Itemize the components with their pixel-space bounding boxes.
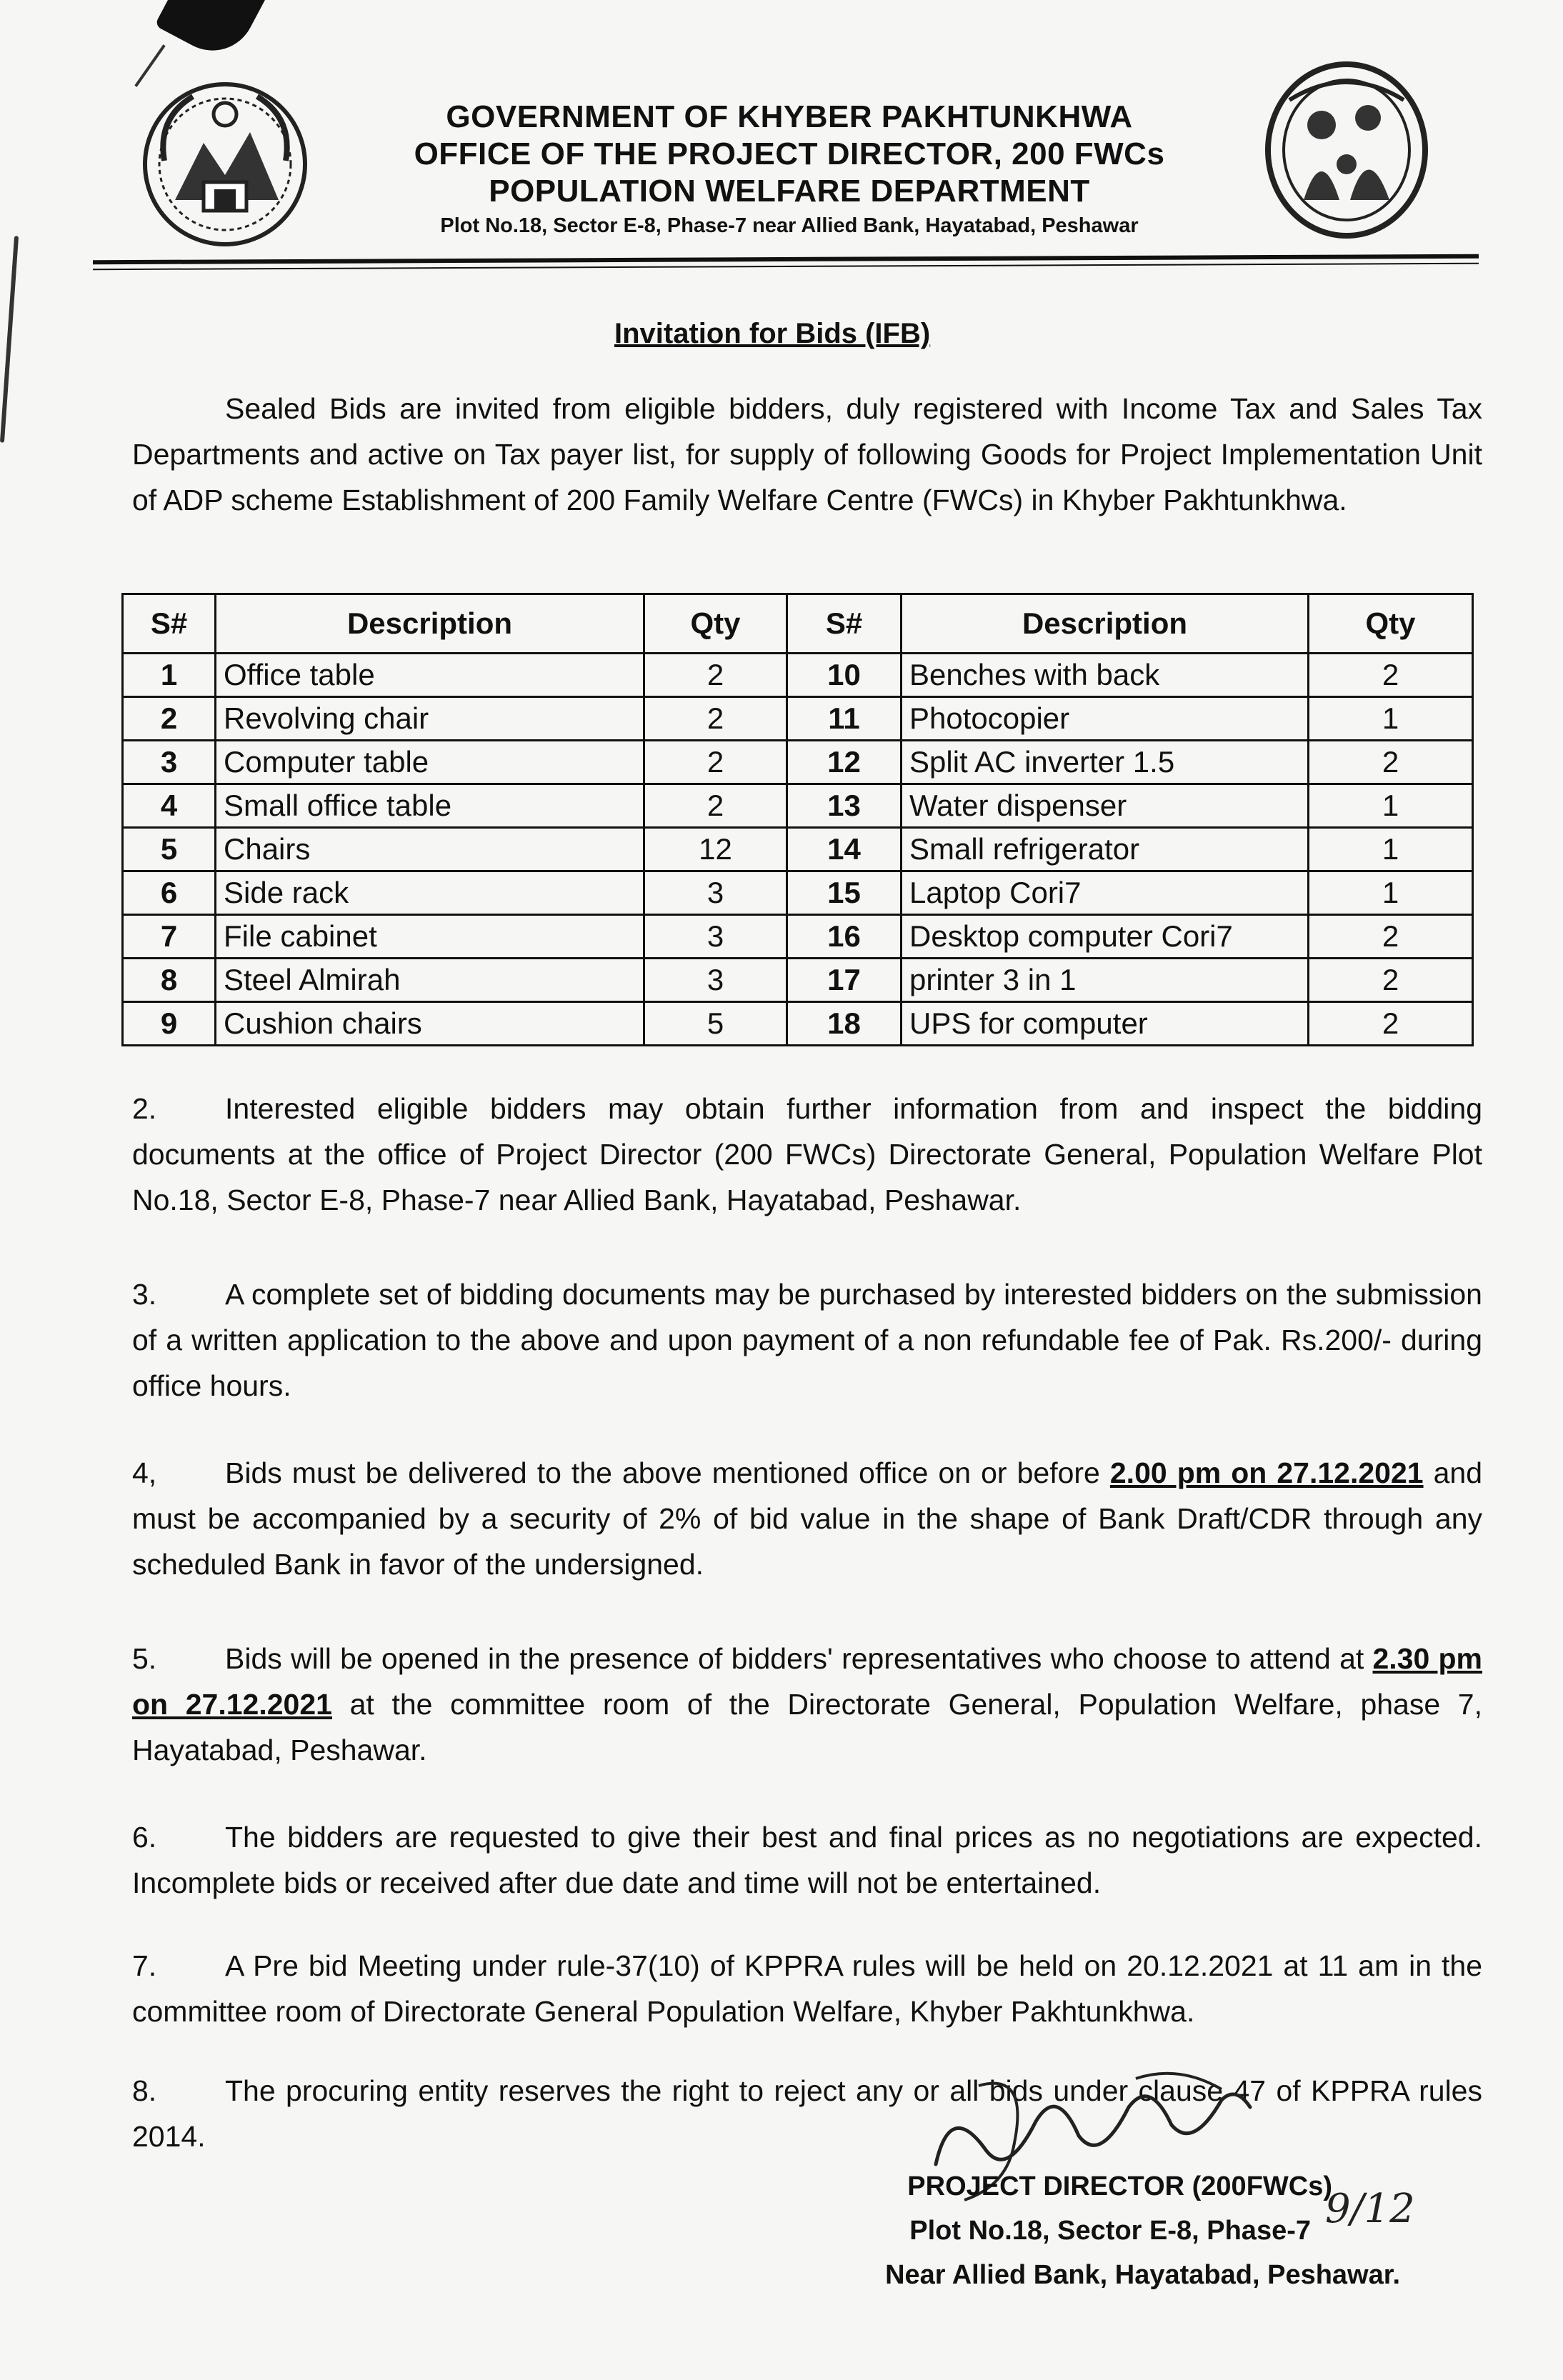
handwritten-date: 9/12 xyxy=(1325,2186,1415,2232)
serial-cell: 6 xyxy=(123,871,216,915)
population-welfare-logo-icon xyxy=(1261,57,1432,243)
serial-cell: 5 xyxy=(123,828,216,871)
kp-government-seal-icon xyxy=(136,75,314,254)
qty-cell: 1 xyxy=(1309,828,1473,871)
column-header: Description xyxy=(216,594,644,654)
serial-cell: 1 xyxy=(123,654,216,697)
serial-cell: 9 xyxy=(123,1002,216,1046)
opening-time: 2.30 pm on 27.12.2021 xyxy=(132,1642,1482,1721)
qty-cell: 2 xyxy=(1309,654,1473,697)
serial-cell: 10 xyxy=(787,654,902,697)
serial-cell: 17 xyxy=(787,959,902,1002)
table-row xyxy=(123,1002,1473,1046)
description-cell: File cabinet xyxy=(216,915,644,959)
description-cell: Benches with back xyxy=(902,654,1309,697)
column-header: S# xyxy=(787,594,902,654)
paragraph-number: 4, xyxy=(132,1456,157,1489)
qty-cell: 2 xyxy=(1309,1002,1473,1046)
paragraph-7 xyxy=(132,1943,1482,2034)
qty-cell: 1 xyxy=(1309,784,1473,828)
description-cell: Steel Almirah xyxy=(216,959,644,1002)
qty-cell: 3 xyxy=(644,915,787,959)
document-title: Invitation for Bids (IFB) xyxy=(614,318,931,349)
description-cell: Desktop computer Cori7 xyxy=(902,915,1309,959)
table-header-row xyxy=(123,594,1473,654)
qty-cell: 2 xyxy=(644,784,787,828)
serial-cell: 16 xyxy=(787,915,902,959)
paragraph-text: A complete set of bidding documents may be purchased by interested bidders on the submission of a written application to the above and upon payment of a non refundable fee of Pak. Rs.200/- during office hours. xyxy=(132,1278,1482,1402)
qty-cell: 3 xyxy=(644,959,787,1002)
table-row xyxy=(123,741,1473,784)
table-row xyxy=(123,959,1473,1002)
qty-cell: 12 xyxy=(644,828,787,871)
description-cell: Office table xyxy=(216,654,644,697)
description-cell: printer 3 in 1 xyxy=(902,959,1309,1002)
paragraph-number: 5. xyxy=(132,1642,157,1675)
submission-deadline: 2.00 pm on 27.12.2021 xyxy=(1109,1456,1424,1489)
scan-edge-artifact xyxy=(0,236,19,443)
signatory-title: PROJECT DIRECTOR (200FWCs) xyxy=(907,2171,1332,2201)
column-header: S# xyxy=(123,594,216,654)
qty-cell: 1 xyxy=(1309,871,1473,915)
qty-cell: 1 xyxy=(1309,697,1473,741)
paragraph-text: The bidders are requested to give their best and final prices as no negotiations are expected. Incomplete bids or received after due date and time will not be entertained. xyxy=(132,1821,1482,1899)
column-header: Qty xyxy=(1309,594,1473,654)
qty-cell: 2 xyxy=(1309,915,1473,959)
header-office: OFFICE OF THE PROJECT DIRECTOR, 200 FWCs xyxy=(414,136,1165,171)
paragraph-number: 7. xyxy=(132,1949,157,1982)
paragraph-number: 6. xyxy=(132,1821,157,1854)
qty-cell: 2 xyxy=(644,654,787,697)
description-cell: Water dispenser xyxy=(902,784,1309,828)
intro-paragraph: Sealed Bids are invited from eligible bidders, duly registered with Income Tax and Sales Tax Departments and active on Tax payer list, for supply of following Goods for Project Implementation Unit of ADP scheme Establishment of 200 Family Welfare Centre (FWCs) in Khyber Pakhtunkhwa. xyxy=(132,392,1482,516)
description-cell: Split AC inverter 1.5 xyxy=(902,741,1309,784)
description-cell: Small office table xyxy=(216,784,644,828)
table-row xyxy=(123,654,1473,697)
qty-cell: 2 xyxy=(644,741,787,784)
column-header: Qty xyxy=(644,594,787,654)
table-row xyxy=(123,784,1473,828)
paragraph-3 xyxy=(132,1271,1482,1409)
paragraph-6 xyxy=(132,1814,1482,1906)
serial-cell: 7 xyxy=(123,915,216,959)
signatory-address-line2: Near Allied Bank, Hayatabad, Peshawar. xyxy=(885,2260,1400,2290)
table-row xyxy=(123,697,1473,741)
paragraph-text: A Pre bid Meeting under rule-37(10) of KPPRA rules will be held on 20.12.2021 at 11 am in the committee room of Directorate General Population Welfare, Khyber Pakhtunkhwa. xyxy=(132,1949,1482,2028)
paragraph-text: Bids must be delivered to the above mentioned office on or before xyxy=(225,1456,1110,1489)
qty-cell: 5 xyxy=(644,1002,787,1046)
serial-cell: 3 xyxy=(123,741,216,784)
qty-cell: 2 xyxy=(1309,741,1473,784)
paragraph-8 xyxy=(132,2068,1482,2159)
qty-cell: 2 xyxy=(644,697,787,741)
description-cell: UPS for computer xyxy=(902,1002,1309,1046)
table-row xyxy=(123,871,1473,915)
paragraph-text: Interested eligible bidders may obtain further information from and inspect the bidding documents at the office of Project Director (200 FWCs) Directorate General, Population Welfare Plot No.18, Sector E-8, Phase-7 near Allied Bank, Hayatabad, Peshawar. xyxy=(132,1092,1482,1216)
description-cell: Photocopier xyxy=(902,697,1309,741)
header-government: GOVERNMENT OF KHYBER PAKHTUNKHWA xyxy=(446,99,1133,134)
table-row xyxy=(123,915,1473,959)
serial-cell: 18 xyxy=(787,1002,902,1046)
description-cell: Laptop Cori7 xyxy=(902,871,1309,915)
description-cell: Revolving chair xyxy=(216,697,644,741)
header-divider-thin xyxy=(93,263,1479,270)
paragraph-text: at the committee room of the Directorate General, Population Welfare, phase 7, Hayatabad, Peshawar. xyxy=(132,1688,1483,1766)
paragraph-text: The procuring entity reserves the right to reject any or all bids under clause 47 of KPPRA rules 2014. xyxy=(132,2074,1482,2153)
qty-cell: 3 xyxy=(644,871,787,915)
description-cell: Small refrigerator xyxy=(902,828,1309,871)
pen-mark xyxy=(134,44,165,87)
signatory-address-line1: Plot No.18, Sector E-8, Phase-7 xyxy=(909,2216,1311,2246)
paragraph-2 xyxy=(132,1086,1482,1223)
serial-cell: 8 xyxy=(123,959,216,1002)
serial-cell: 15 xyxy=(787,871,902,915)
qty-cell: 2 xyxy=(1309,959,1473,1002)
table-row xyxy=(123,828,1473,871)
description-cell: Side rack xyxy=(216,871,644,915)
goods-table xyxy=(121,593,1474,1046)
description-cell: Cushion chairs xyxy=(216,1002,644,1046)
serial-cell: 4 xyxy=(123,784,216,828)
paragraph-number: 8. xyxy=(132,2074,157,2107)
header-department: POPULATION WELFARE DEPARTMENT xyxy=(489,174,1090,209)
paragraph-text: and must be accompanied by a security of 2% of bid value in the shape of Bank Draft/CDR through any scheduled Bank in favor of the undersigned. xyxy=(132,1456,1482,1581)
column-header: Description xyxy=(902,594,1309,654)
serial-cell: 2 xyxy=(123,697,216,741)
paragraph-4 xyxy=(132,1450,1482,1587)
description-cell: Computer table xyxy=(216,741,644,784)
header-address: Plot No.18, Sector E-8, Phase-7 near Allied Bank, Hayatabad, Peshawar xyxy=(440,214,1139,237)
signature-block xyxy=(757,2164,1400,2297)
scan-corner-artifact xyxy=(154,0,267,66)
serial-cell: 12 xyxy=(787,741,902,784)
paragraph-number: 2. xyxy=(132,1092,157,1125)
paragraph-number: 3. xyxy=(132,1278,157,1311)
paragraph-5 xyxy=(132,1636,1482,1773)
paragraph-text: Bids will be opened in the presence of bidders' representatives who choose to attend at xyxy=(225,1642,1373,1675)
serial-cell: 13 xyxy=(787,784,902,828)
serial-cell: 14 xyxy=(787,828,902,871)
serial-cell: 11 xyxy=(787,697,902,741)
description-cell: Chairs xyxy=(216,828,644,871)
letterhead xyxy=(300,99,1279,241)
